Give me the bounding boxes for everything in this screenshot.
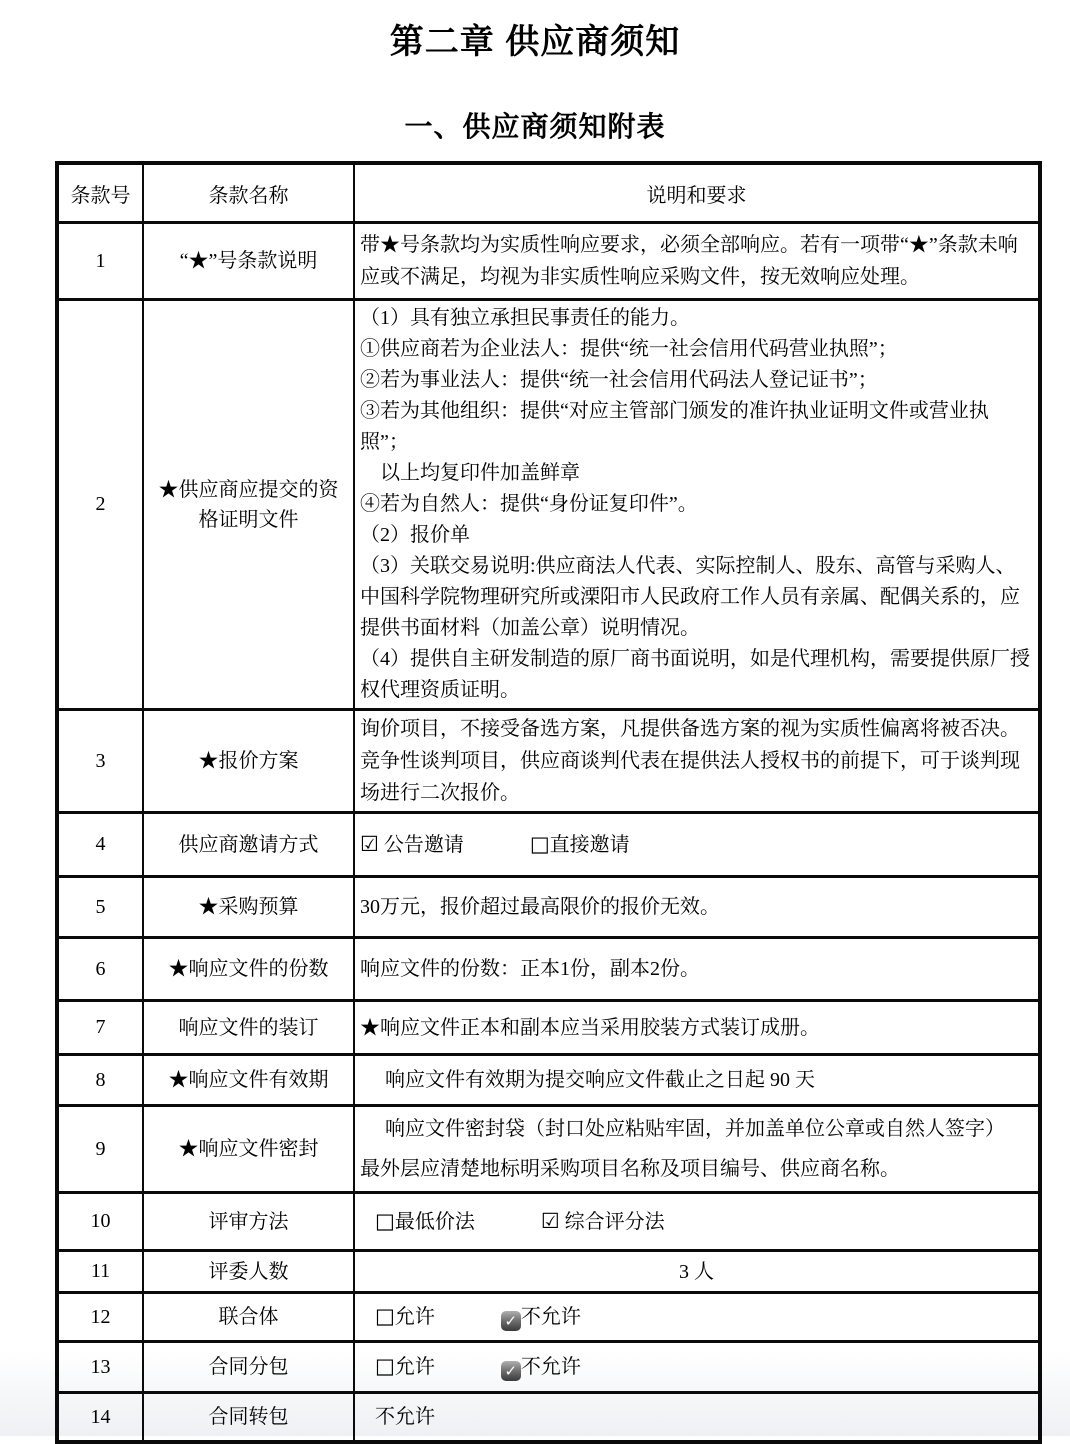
clause-number: 10 (57, 1193, 143, 1251)
description-line: （3）关联交易说明:供应商法人代表、实际控制人、股东、高管与采购人、中国科学院物理研究所或溧阳市人民政府工作人员有亲属、配偶关系的，应提供书面材料（加盖公章）说明情况。 (360, 555, 1020, 639)
table-row (57, 300, 1040, 710)
header-clause-name: 条款名称 (143, 163, 354, 223)
option-segment (501, 1301, 581, 1333)
table-row (57, 938, 1040, 1001)
clause-name: 响应文件的装订 (143, 1001, 354, 1055)
clause-description (354, 223, 1040, 300)
clause-number: 6 (57, 938, 143, 1001)
clause-name: ★报价方案 (143, 710, 354, 813)
description-line: （1）具有独立承担民事责任的能力。 (360, 307, 690, 329)
clause-description (354, 938, 1040, 1001)
clause-name: 联合体 (143, 1293, 354, 1342)
description-line: ④若为自然人：提供“身份证复印件”。 (360, 493, 698, 515)
table-row (57, 877, 1040, 938)
option-segment (360, 828, 464, 862)
option-segment (501, 1351, 581, 1383)
checkbox-empty-icon: □ (375, 1304, 395, 1329)
clause-name: ★响应文件有效期 (143, 1055, 354, 1106)
clause-number: 1 (57, 223, 143, 300)
clause-description (354, 813, 1040, 877)
clause-number: 8 (57, 1055, 143, 1106)
description-line: ★响应文件正本和副本应当采用胶装方式装订成册。 (360, 1016, 820, 1039)
table-row (57, 813, 1040, 877)
supplier-notice-table (55, 161, 1042, 1444)
clause-description (354, 300, 1040, 710)
table-row (57, 1251, 1040, 1293)
clause-description (354, 1001, 1040, 1055)
option-segment (375, 1401, 435, 1433)
clause-name: “★”号条款说明 (143, 223, 354, 300)
checkbox-empty-icon: □ (529, 831, 550, 856)
checkbox-empty-icon: □ (375, 1354, 395, 1379)
clause-description (354, 1193, 1040, 1251)
table-row (57, 710, 1040, 813)
clause-number: 4 (57, 813, 143, 877)
description-line: 3 人 (679, 1260, 714, 1283)
clause-number: 12 (57, 1293, 143, 1342)
option-label: 允许 (394, 1306, 435, 1329)
clause-name: 供应商邀请方式 (143, 813, 354, 877)
clause-name: 评委人数 (143, 1251, 354, 1293)
option-label: 综合评分法 (559, 1210, 665, 1233)
option-label: 公告邀请 (378, 833, 464, 856)
table-row (57, 1393, 1040, 1443)
option-segment (541, 1205, 665, 1239)
description-line: 带★号条款均为实质性响应要求，必须全部响应。若有一项带“★”条款未响应或不满足，均视为非实质性响应采购文件，按无效响应处理。 (360, 234, 1018, 288)
clause-number: 5 (57, 877, 143, 938)
checkbox-checked-icon: ☑ (360, 831, 379, 856)
description-line: 30万元，报价超过最高限价的报价无效。 (360, 896, 720, 918)
description-line: （2）报价单 (360, 524, 470, 546)
table-row (57, 1293, 1040, 1342)
option-label: 不允许 (520, 1356, 581, 1379)
clause-number: 11 (57, 1251, 143, 1293)
clause-description (354, 710, 1040, 813)
clause-description (354, 1393, 1040, 1443)
clause-description (354, 1293, 1040, 1342)
option-segment (375, 1350, 435, 1384)
clause-name: ★响应文件的份数 (143, 938, 354, 1001)
table-row (57, 223, 1040, 300)
clause-number: 3 (57, 710, 143, 813)
checkbox-dark-checked-icon: ✓ (501, 1361, 521, 1381)
option-label: 直接邀请 (549, 833, 630, 856)
table-row (57, 1106, 1040, 1193)
description-line: 最外层应清楚地标明采购项目名称及项目编号、供应商名称。 (360, 1158, 900, 1180)
header-clause-desc: 说明和要求 (354, 163, 1040, 223)
option-label: 不允许 (520, 1306, 581, 1329)
checkbox-empty-icon: □ (375, 1208, 395, 1233)
table-row (57, 1342, 1040, 1393)
description-line: ①供应商若为企业法人：提供“统一社会信用代码营业执照”； (360, 338, 898, 360)
page-title: 第二章 供应商须知 (389, 23, 681, 61)
clause-description (354, 1106, 1040, 1193)
clause-name: 评审方法 (143, 1193, 354, 1251)
clause-number: 9 (57, 1106, 143, 1193)
description-line: ③若为其他组织：提供“对应主管部门颁发的准许执业证明文件或营业执照”； (360, 400, 989, 453)
description-line: 响应文件有效期为提交响应文件截止之日起 90 天 (360, 1069, 815, 1091)
clause-description (354, 877, 1040, 938)
table-body (57, 223, 1040, 1443)
page-subtitle: 一、供应商须知附表 (404, 111, 666, 142)
option-label: 允许 (394, 1356, 435, 1379)
description-line: 以上均复印件加盖鲜章 (360, 462, 580, 484)
option-segment (530, 828, 630, 862)
description-line: 响应文件密封袋（封口处应粘贴牢固，并加盖单位公章或自然人签字） (360, 1118, 1005, 1140)
table-row (57, 1001, 1040, 1055)
option-label: 最低价法 (394, 1210, 475, 1233)
table-header-row (57, 163, 1040, 223)
clause-name: ★响应文件密封 (143, 1106, 354, 1193)
option-label: 不允许 (375, 1406, 435, 1428)
checkbox-dark-checked-icon: ✓ (501, 1311, 521, 1331)
option-segment (375, 1300, 435, 1334)
description-line: 响应文件的份数：正本1份，副本2份。 (360, 958, 700, 980)
checkbox-checked-icon: ☑ (540, 1208, 560, 1233)
clause-number: 13 (57, 1342, 143, 1393)
description-line: （4）提供自主研发制造的原厂商书面说明，如是代理机构，需要提供原厂授权代理资质证明。 (360, 648, 1030, 701)
clause-name: 合同分包 (143, 1342, 354, 1393)
table-row (57, 1055, 1040, 1106)
clause-number: 2 (57, 300, 143, 710)
clause-description (354, 1055, 1040, 1106)
clause-description (354, 1251, 1040, 1293)
clause-name: ★供应商应提交的资格证明文件 (143, 300, 354, 710)
clause-number: 14 (57, 1393, 143, 1443)
clause-description (354, 1342, 1040, 1393)
clause-number: 7 (57, 1001, 143, 1055)
description-line: ②若为事业法人：提供“统一社会信用代码法人登记证书”； (360, 369, 878, 391)
option-segment (375, 1205, 475, 1239)
description-line: 询价项目，不接受备选方案，凡提供备选方案的视为实质性偏离将被否决。竞争性谈判项目，供应商谈判代表在提供法人授权书的前提下，可于谈判现场进行二次报价。 (360, 718, 1020, 804)
table-row (57, 1193, 1040, 1251)
clause-name: ★采购预算 (143, 877, 354, 938)
clause-name: 合同转包 (143, 1393, 354, 1443)
header-clause-number: 条款号 (57, 163, 143, 223)
